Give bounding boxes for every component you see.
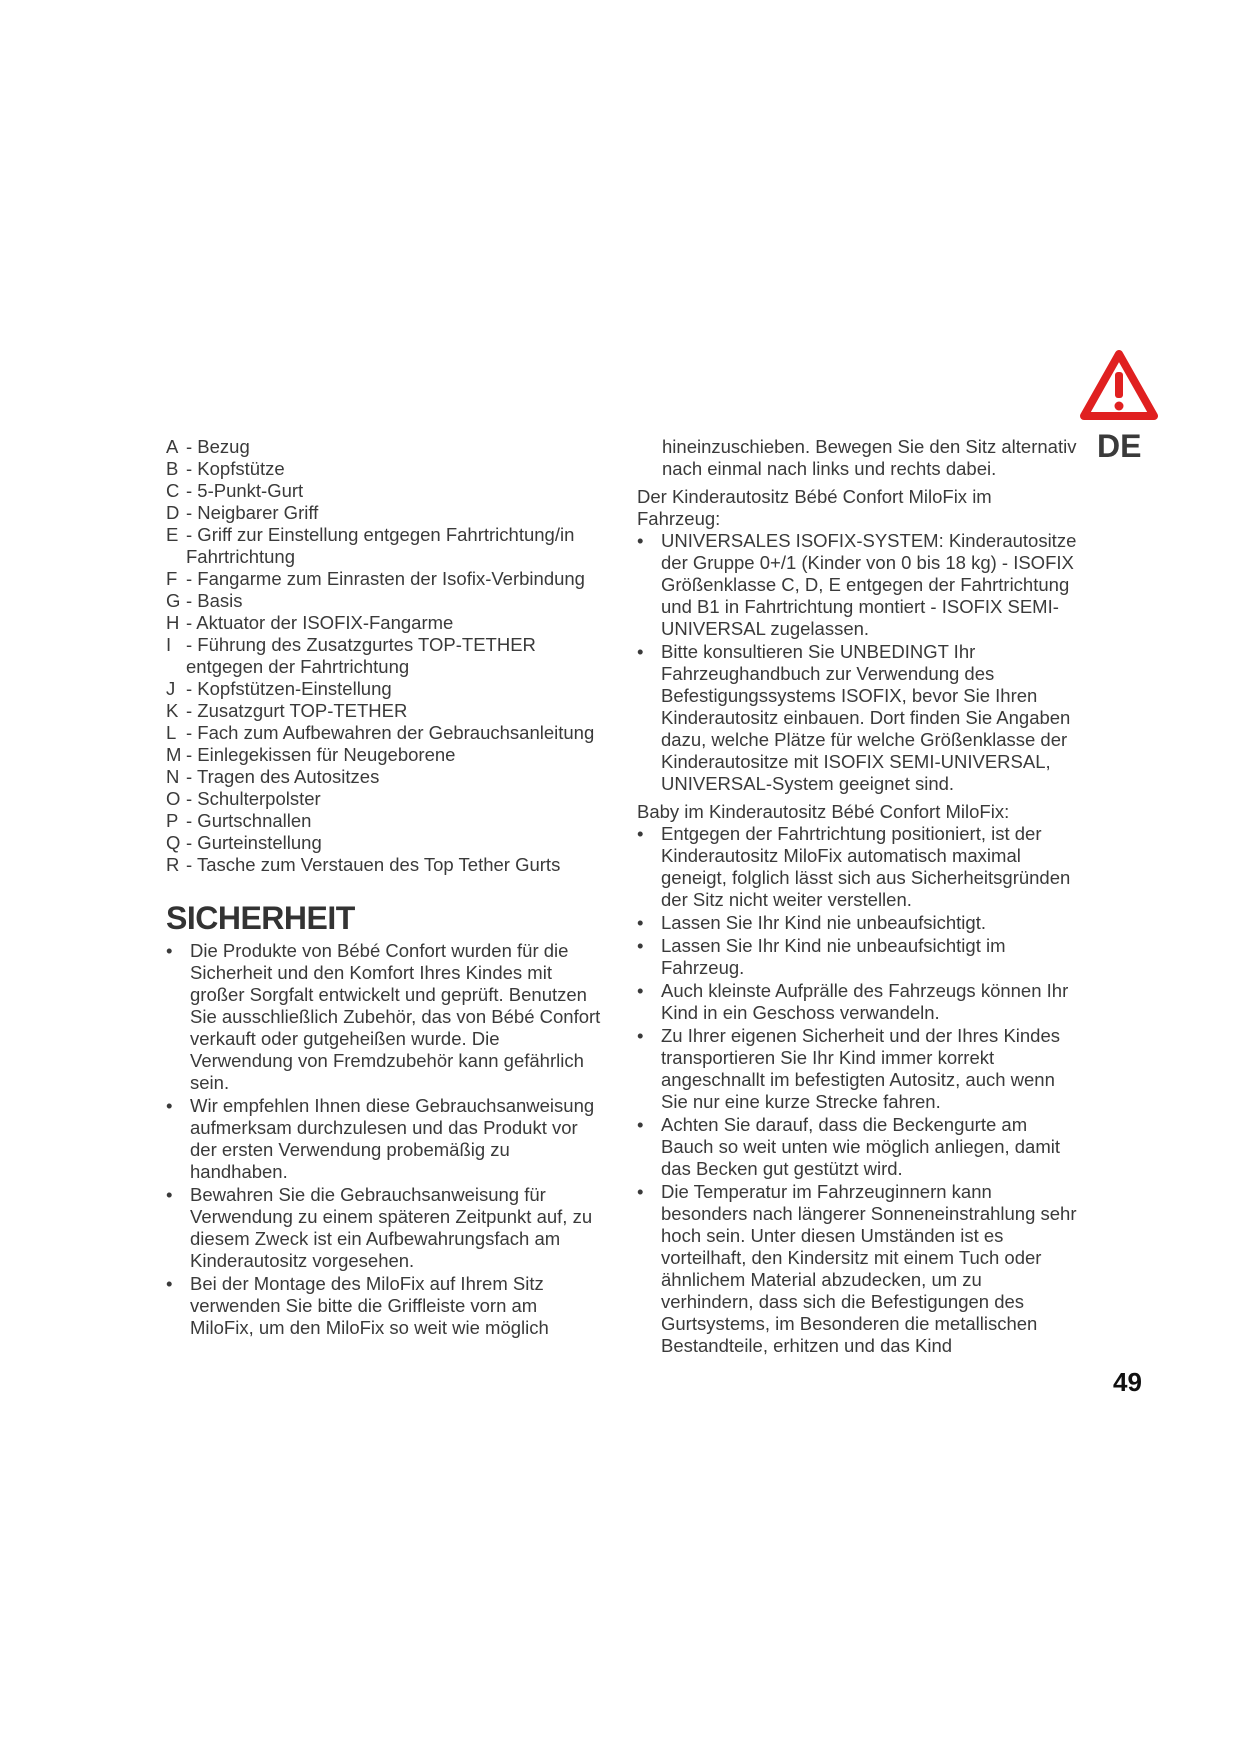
- part-letter: O: [166, 788, 181, 809]
- part-item: [166, 810, 606, 832]
- part-text: - Gurteinstellung: [186, 832, 322, 853]
- bullet-item: • Die Temperatur im Fahrzeuginnern kann besonders nach längerer Sonneneinstrahlung sehr hoch sein. Unter diesen Umständen ist es vorteilhaft, den Kindersitz mit einem Tuch oder ähnlichem Material abzudecken, um zu verhindern, dass sich die Befestigungen des Gurtsystems, im Besonderen die metallischen Bestandteile, erhitzen und das Kind: [637, 1181, 1077, 1357]
- part-item: [166, 502, 606, 524]
- bullet-item: • Bitte konsultieren Sie UNBEDINGT Ihr Fahrzeughandbuch zur Verwendung des Befestigungssystems ISOFIX, bevor Sie Ihren Kinderautositz einbauen. Dort finden Sie Angaben dazu, welche Plätze für welche Größenklasse der Kinderautositze mit ISOFIX SEMI-UNIVERSAL, UNIVERSAL-System geeignet sind.: [637, 641, 1077, 795]
- bullet-item: • Entgegen der Fahrtrichtung positioniert, ist der Kinderautositz MiloFix automatisch maximal geneigt, folglich lässt sich aus Sicherheitsgründen der Sitz nicht weiter verstellen.: [637, 823, 1077, 911]
- safety-list: [166, 940, 606, 1339]
- part-text: - Gurtschnallen: [186, 810, 312, 831]
- part-letter: D: [166, 502, 180, 523]
- part-letter: L: [166, 722, 177, 743]
- part-item: [166, 568, 606, 590]
- vehicle-heading: Der Kinderautositz Bébé Confort MiloFix im Fahrzeug:: [637, 486, 992, 529]
- part-letter: I: [166, 634, 172, 655]
- part-item: [166, 832, 606, 854]
- part-item: [166, 854, 606, 876]
- part-letter: B: [166, 458, 179, 479]
- part-text: - Neigbarer Griff: [186, 502, 319, 523]
- bullet-item: • UNIVERSALES ISOFIX-SYSTEM: Kinderautositze der Gruppe 0+/1 (Kinder von 0 bis 18 kg) - ISOFIX Größenklasse C, D, E entgegen der Fahrtrichtung und B1 in Fahrtrichtung montiert - ISOFIX SEMI-UNIVERSAL zugelassen.: [637, 530, 1077, 640]
- part-letter: C: [166, 480, 180, 501]
- bullet-item: • Bewahren Sie die Gebrauchsanweisung für Verwendung zu einem späteren Zeitpunkt auf, zu diesem Zweck ist ein Aufbewahrungsfach am Kinderautositz vorgesehen.: [166, 1184, 606, 1272]
- part-letter: Q: [166, 832, 181, 853]
- part-letter: G: [166, 590, 181, 611]
- language-label: DE: [1097, 428, 1142, 464]
- part-text: - Kopfstützen-Einstellung: [186, 678, 392, 699]
- part-text: - Aktuator der ISOFIX-Fangarme: [186, 612, 454, 633]
- part-letter: N: [166, 766, 180, 787]
- baby-heading: Baby im Kinderautositz Bébé Confort MiloFix:: [637, 801, 1010, 822]
- part-item: [166, 766, 606, 788]
- part-item: [166, 458, 606, 480]
- part-text: - Fangarme zum Einrasten der Isofix-Verbindung: [186, 568, 585, 589]
- part-letter: P: [166, 810, 179, 831]
- part-text: - Kopfstütze: [186, 458, 285, 479]
- part-item: [166, 436, 606, 458]
- part-item: [166, 480, 606, 502]
- parts-list: [166, 436, 606, 876]
- part-letter: M: [166, 744, 182, 765]
- part-text: - Basis: [186, 590, 243, 611]
- right-column: [637, 436, 1077, 1358]
- part-text: - Tasche zum Verstauen des Top Tether Gurts: [186, 854, 561, 875]
- bullet-item: • Auch kleinste Aufprälle des Fahrzeugs können Ihr Kind in ein Geschoss verwandeln.: [637, 980, 1077, 1024]
- part-item: [166, 612, 606, 634]
- part-letter: H: [166, 612, 180, 633]
- part-text: - Tragen des Autositzes: [186, 766, 380, 787]
- part-text: - Führung des Zusatzgurtes TOP-TETHER entgegen der Fahrtrichtung: [186, 634, 536, 677]
- bullet-item: • Zu Ihrer eigenen Sicherheit und der Ihres Kindes transportieren Sie Ihr Kind immer korrekt angeschnallt im befestigten Autositz, auch wenn Sie nur eine kurze Strecke fahren.: [637, 1025, 1077, 1113]
- part-item: [166, 524, 606, 568]
- bullet-item: • Bei der Montage des MiloFix auf Ihrem Sitz verwenden Sie bitte die Griffleiste vorn am MiloFix, um den MiloFix so weit wie möglich: [166, 1273, 606, 1339]
- part-letter: E: [166, 524, 179, 545]
- part-letter: F: [166, 568, 178, 589]
- part-text: - Schulterpolster: [186, 788, 321, 809]
- left-column: [166, 436, 606, 1340]
- part-text: - Bezug: [186, 436, 250, 457]
- bullet-item: • Die Produkte von Bébé Confort wurden für die Sicherheit und den Komfort Ihres Kindes mit großer Sorgfalt entwickelt und geprüft. Benutzen Sie ausschließlich Zubehör, das von Bébé Confort verkauft oder gutgeheißen wurde. Die Verwendung von Fremdzubehör kann gefährlich sein.: [166, 940, 606, 1094]
- part-text: - Fach zum Aufbewahren der Gebrauchsanleitung: [186, 722, 595, 743]
- bullet-item: • Achten Sie darauf, dass die Beckengurte am Bauch so weit unten wie möglich anliegen, damit das Becken gut gestützt wird.: [637, 1114, 1077, 1180]
- bullet-item: • Lassen Sie Ihr Kind nie unbeaufsichtigt im Fahrzeug.: [637, 935, 1077, 979]
- part-text: - Einlegekissen für Neugeborene: [186, 744, 456, 765]
- part-text: - Zusatzgurt TOP-TETHER: [186, 700, 408, 721]
- part-item: [166, 744, 606, 766]
- page-number: 49: [1113, 1367, 1142, 1397]
- part-letter: K: [166, 700, 179, 721]
- bullet-item: • Lassen Sie Ihr Kind nie unbeaufsichtigt.: [637, 912, 1077, 934]
- baby-list: [637, 823, 1077, 1357]
- continuation-text: hineinzuschieben. Bewegen Sie den Sitz alternativ nach einmal nach links und rechts dabei.: [662, 436, 1077, 479]
- part-item: [166, 590, 606, 612]
- part-item: [166, 678, 606, 700]
- part-item: [166, 634, 606, 678]
- part-text: - 5-Punkt-Gurt: [186, 480, 304, 501]
- warning-icon: [1078, 348, 1160, 424]
- part-letter: J: [166, 678, 176, 699]
- safety-heading: SICHERHEIT: [166, 900, 355, 936]
- part-letter: R: [166, 854, 180, 875]
- part-text: - Griff zur Einstellung entgegen Fahrtrichtung/in Fahrtrichtung: [186, 524, 575, 567]
- part-item: [166, 788, 606, 810]
- part-item: [166, 700, 606, 722]
- part-item: [166, 722, 606, 744]
- part-letter: A: [166, 436, 179, 457]
- vehicle-list: [637, 530, 1077, 795]
- bullet-item: • Wir empfehlen Ihnen diese Gebrauchsanweisung aufmerksam durchzulesen und das Produkt vor der ersten Verwendung probemäßig zu handhaben.: [166, 1095, 606, 1183]
